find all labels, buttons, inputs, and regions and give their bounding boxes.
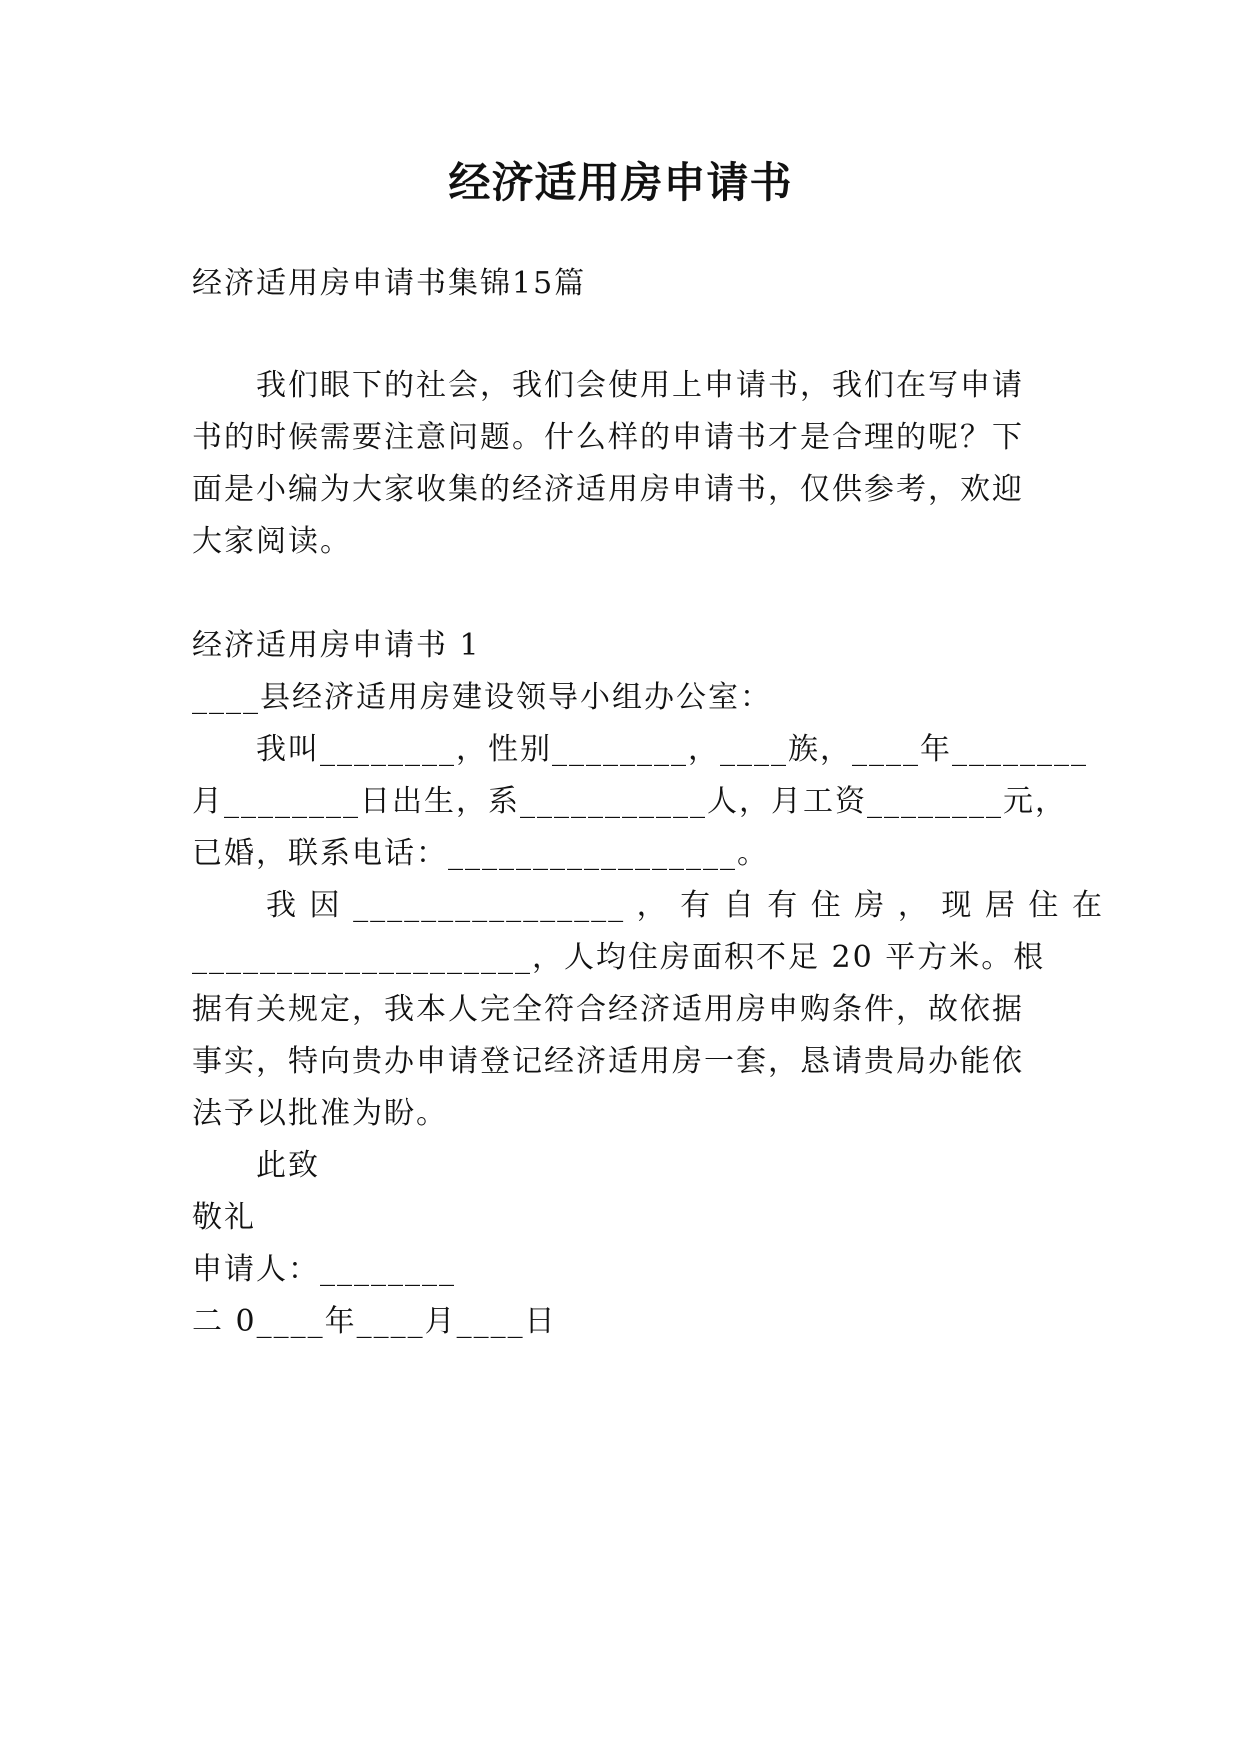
letter-addressee: ____县经济适用房建设领导小组办公室： xyxy=(192,680,772,715)
letter-applicant: 申请人：________ xyxy=(192,1252,456,1287)
intro-paragraph-line: 面是小编为大家收集的经济适用房申请书，仅供参考，欢迎 xyxy=(192,472,1024,507)
letter-closing-phrase: 此致 xyxy=(256,1148,320,1183)
document-subtitle: 经济适用房申请书集锦15篇 xyxy=(192,266,587,301)
intro-paragraph-line: 大家阅读。 xyxy=(192,524,352,559)
section-heading: 经济适用房申请书 1 xyxy=(192,628,481,663)
letter-salutation: 敬礼 xyxy=(192,1200,256,1235)
letter-info-line: 已婚，联系电话：_________________。 xyxy=(192,836,769,871)
letter-date: 二 0____年____月____日 xyxy=(192,1304,557,1339)
letter-reason-line: 我 因 ________________ ， 有 自 有 住 房 ， 现 居 住 在 xyxy=(266,888,1104,923)
document-title: 经济适用房申请书 xyxy=(448,158,793,207)
letter-reason-line: 据有关规定，我本人完全符合经济适用房申购条件，故依据 xyxy=(192,992,1024,1027)
letter-info-line: 我叫________，性别________，____族，____年________ xyxy=(256,732,1088,767)
letter-reason-line: 事实，特向贵办申请登记经济适用房一套，恳请贵局办能依 xyxy=(192,1044,1024,1079)
letter-info-line: 月________日出生，系___________人，月工资________元， xyxy=(192,784,1067,819)
letter-reason-line: ____________________，人均住房面积不足 20 平方米。根 xyxy=(192,940,1046,975)
intro-paragraph-line: 我们眼下的社会，我们会使用上申请书，我们在写申请 xyxy=(256,368,1024,403)
intro-paragraph-line: 书的时候需要注意问题。什么样的申请书才是合理的呢？下 xyxy=(192,420,1024,455)
letter-reason-line: 法予以批准为盼。 xyxy=(192,1096,448,1131)
